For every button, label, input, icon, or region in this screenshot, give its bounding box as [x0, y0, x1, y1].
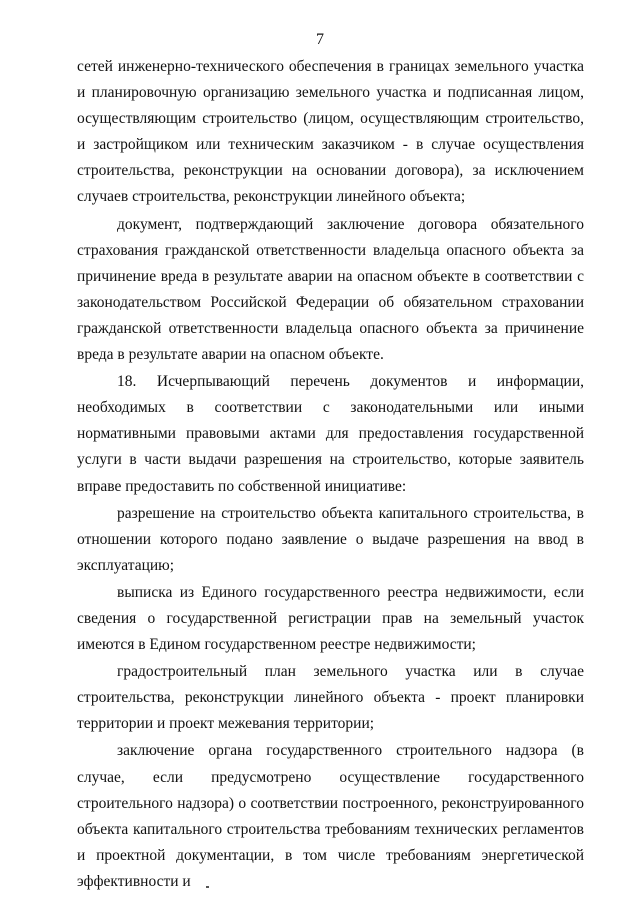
scan-speck [206, 886, 209, 888]
paragraph-urban-plan: градостроительный план земельного участка или в случае строительства, реконструкции линейного объекта - проект планировки территории и проект межевания территории; [77, 663, 584, 733]
paragraph-insurance-document: документ, подтверждающий заключение договора обязательного страхования гражданской ответственности владельца опасного объекта за причинение вреда в результате аварии на опасном объекте в соответствии с законодательством Российской Федерации об обязательном страховании гражданской ответственности владельца опасного объекта за причинение вреда в результате аварии на опасном объекте. [77, 215, 584, 364]
paragraph-registry-extract: выписка из Единого государственного реестра недвижимости, если сведения о государственной регистрации прав на земельный участок имеются в Едином государственном реестре недвижимости; [77, 583, 584, 654]
page-number: 7 [316, 31, 324, 48]
paragraph-item-18: 18. Исчерпывающий перечень документов и информации, необходимых в соответствии с законодательными или иными нормативными правовыми актами для предоставления государственной услуги в части выдачи разрешения на строительство, которые заявитель вправе предоставить по собственной инициативе: [77, 373, 584, 495]
paragraph-construction-permit: разрешение на строительство объекта капитального строительства, в отношении которого подано заявление о выдаче разрешения на ввод в эксплуатацию; [77, 504, 584, 574]
paragraph-supervision-conclusion: заключение органа государственного строительного надзора (в случае, если предусмотрено осуществление государственного строительного надзора) о соответствии построенного, реконструированного объекта капитального строительства требованиям технических регламентов и проектной документации, в том числе требованиям энергетической эффективности и [77, 742, 584, 890]
document-body [77, 54, 584, 895]
paragraph-continuation: сетей инженерно-технического обеспечения в границах земельного участка и планировочную организацию земельного участка и подписанная лицом, осуществляющим строительство (лицом, осуществляющим строительство, и застройщиком или техническим заказчиком - в случае осуществления строительства, реконструкции на основании договора), за исключением случаев строительства, реконструкции линейного объекта; [77, 58, 584, 206]
